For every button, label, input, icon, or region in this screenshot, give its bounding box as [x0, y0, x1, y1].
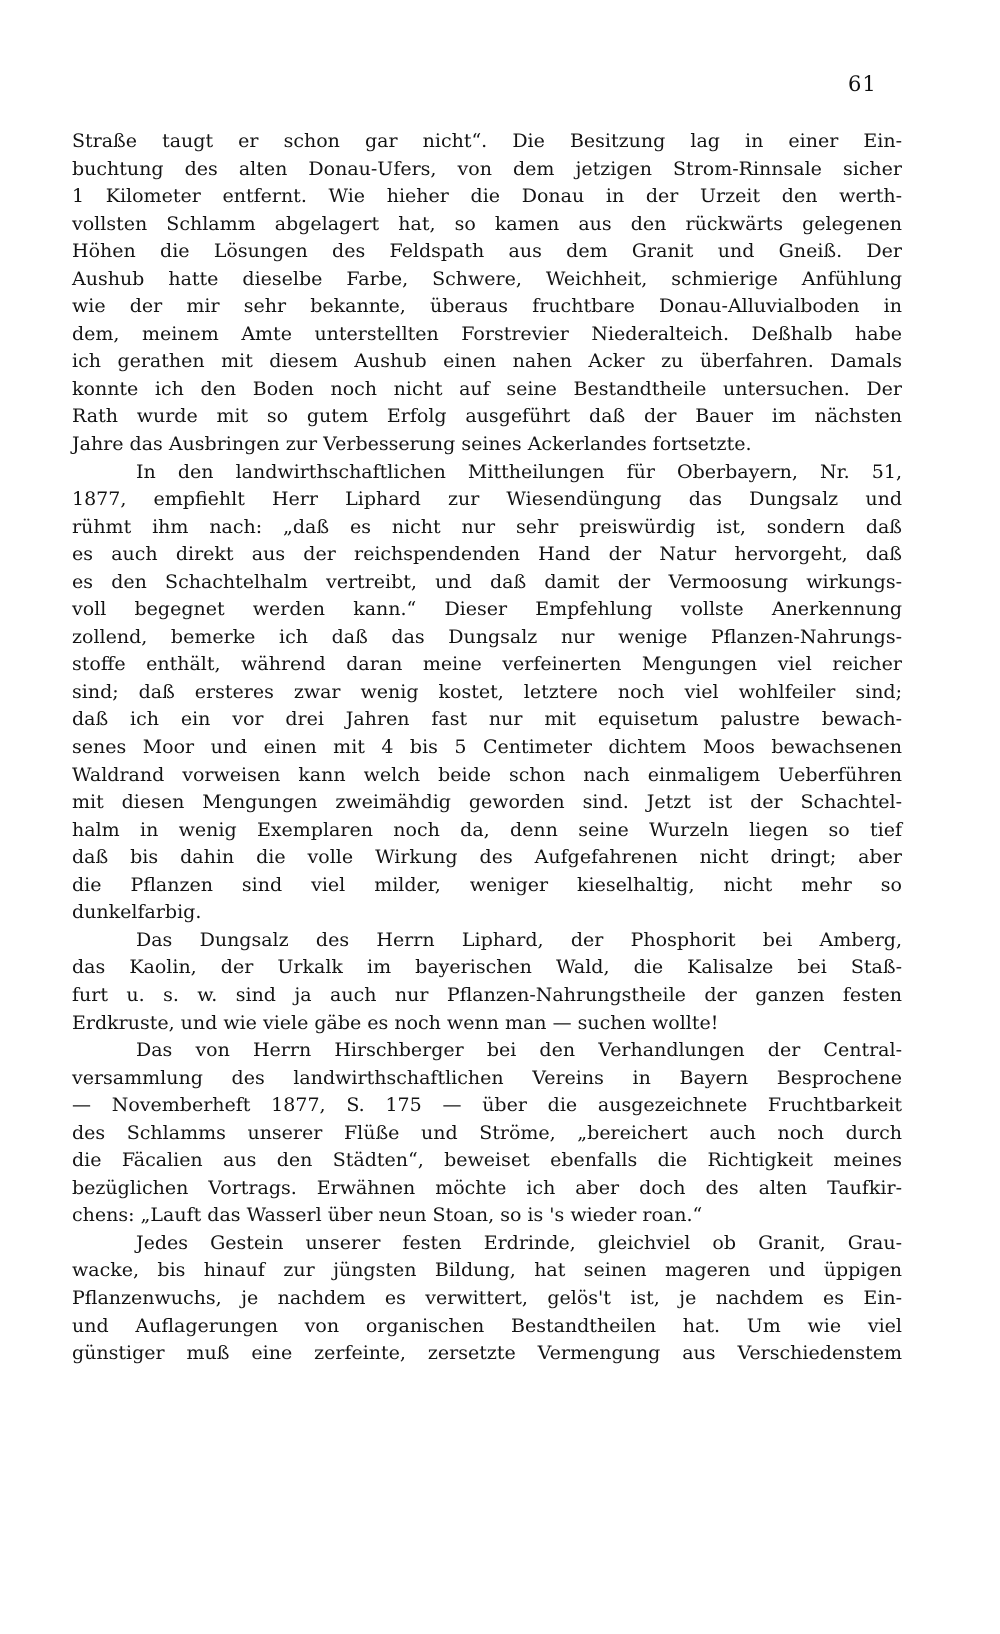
text-line: Jedes Gestein unserer festen Erdrinde, gleichviel ob Granit, Grau-: [136, 1231, 902, 1254]
text-line: wie der mir sehr bekannte, überaus fruchtbare Donau-Alluvialboden in: [72, 295, 902, 318]
text-line: voll begegnet werden kann.“ Dieser Empfehlung vollste Anerkennung: [72, 598, 902, 621]
text-line: Das Dungsalz des Herrn Liphard, der Phosphorit bei Amberg,: [136, 928, 902, 951]
text-line: zollend, bemerke ich daß das Dungsalz nur wenige Pflanzen-Nahrungs-: [72, 625, 902, 648]
text-line: Erdkruste, und wie viele gäbe es noch wenn man — suchen wollte!: [72, 1011, 719, 1034]
text-line: 1 Kilometer entfernt. Wie hieher die Donau in der Urzeit den werth-: [72, 185, 902, 208]
text-line: Höhen die Lösungen des Feldspath aus dem Granit und Gneiß. Der: [72, 240, 902, 263]
text-line: Pflanzenwuchs, je nachdem es verwittert, gelös't ist, je nachdem es Ein-: [72, 1286, 902, 1309]
text-line: versammlung des landwirthschaftlichen Vereins in Bayern Besprochene: [72, 1066, 902, 1089]
text-line: ich gerathen mit diesem Aushub einen nahen Acker zu überfahren. Damals: [72, 350, 902, 373]
text-line: und Auflagerungen von organischen Bestandtheilen hat. Um wie viel: [72, 1314, 902, 1337]
text-line: Aushub hatte dieselbe Farbe, Schwere, Weichheit, schmierige Anfühlung: [72, 267, 902, 290]
text-line: Rath wurde mit so gutem Erfolg ausgeführt daß der Bauer im nächsten: [72, 405, 902, 428]
text-line: furt u. s. w. sind ja auch nur Pflanzen-Nahrungstheile der ganzen festen: [72, 983, 902, 1006]
text-line: rühmt ihm nach: „daß es nicht nur sehr preiswürdig ist, sondern daß: [72, 515, 902, 538]
body-text: [72, 128, 902, 1368]
text-line: Das von Herrn Hirschberger bei den Verhandlungen der Central-: [136, 1039, 902, 1062]
text-line: Jahre das Ausbringen zur Verbesserung seines Ackerlandes fortsetzte.: [72, 433, 752, 456]
text-line: dem, meinem Amte unterstellten Forstrevier Niederalteich. Deßhalb habe: [72, 322, 902, 345]
text-line: sind; daß ersteres zwar wenig kostet, letztere noch viel wohlfeiler sind;: [72, 680, 902, 703]
text-line: das Kaolin, der Urkalk im bayerischen Wald, die Kalisalze bei Staß-: [72, 956, 902, 979]
text-line: es den Schachtelhalm vertreibt, und daß damit der Vermoosung wirkungs-: [72, 570, 902, 593]
text-line: In den landwirthschaftlichen Mittheilungen für Oberbayern, Nr. 51,: [136, 460, 902, 483]
text-line: stoffe enthält, während daran meine verfeinerten Mengungen viel reicher: [72, 653, 902, 676]
text-line: es auch direkt aus der reichspendenden Hand der Natur hervorgeht, daß: [72, 543, 902, 566]
text-line: daß ich ein vor drei Jahren fast nur mit equisetum palustre bewach-: [72, 708, 902, 731]
text-line: 1877, empfiehlt Herr Liphard zur Wiesendüngung das Dungsalz und: [72, 488, 902, 511]
text-line: Waldrand vorweisen kann welch beide schon nach einmaligem Ueberführen: [72, 763, 902, 786]
text-line: konnte ich den Boden noch nicht auf seine Bestandtheile untersuchen. Der: [72, 377, 902, 400]
text-line: bezüglichen Vortrags. Erwähnen möchte ich aber doch des alten Taufkir-: [72, 1176, 902, 1199]
text-line: chens: „Lauft das Wasserl über neun Stoan, so is 's wieder roan.“: [72, 1204, 703, 1227]
text-line: die Fäcalien aus den Städten“, beweiset ebenfalls die Richtigkeit meines: [72, 1149, 902, 1172]
text-line: senes Moor und einen mit 4 bis 5 Centimeter dichtem Moos bewachsenen: [72, 736, 902, 759]
text-line: die Pflanzen sind viel milder, weniger kieselhaltig, nicht mehr so: [72, 873, 902, 896]
text-line: — Novemberheft 1877, S. 175 — über die ausgezeichnete Fruchtbarkeit: [72, 1094, 902, 1117]
text-line: günstiger muß eine zerfeinte, zersetzte Vermengung aus Verschiedenstem: [72, 1342, 902, 1365]
text-line: des Schlamms unserer Flüße und Ströme, „bereichert auch noch durch: [72, 1121, 902, 1144]
text-line: vollsten Schlamm abgelagert hat, so kamen aus den rückwärts gelegenen: [72, 212, 902, 235]
text-line: halm in wenig Exemplaren noch da, denn seine Wurzeln liegen so tief: [72, 818, 902, 841]
text-line: dunkelfarbig.: [72, 901, 202, 924]
page-number: 61: [848, 72, 877, 96]
text-line: Straße taugt er schon gar nicht“. Die Besitzung lag in einer Ein-: [72, 130, 902, 152]
text-line: mit diesen Mengungen zweimähdig geworden sind. Jetzt ist der Schachtel-: [72, 791, 902, 814]
text-line: buchtung des alten Donau-Ufers, von dem jetzigen Strom-Rinnsale sicher: [72, 157, 902, 180]
text-line: daß bis dahin die volle Wirkung des Aufgefahrenen nicht dringt; aber: [72, 846, 902, 869]
text-line: wacke, bis hinauf zur jüngsten Bildung, hat seinen mageren und üppigen: [72, 1259, 902, 1282]
